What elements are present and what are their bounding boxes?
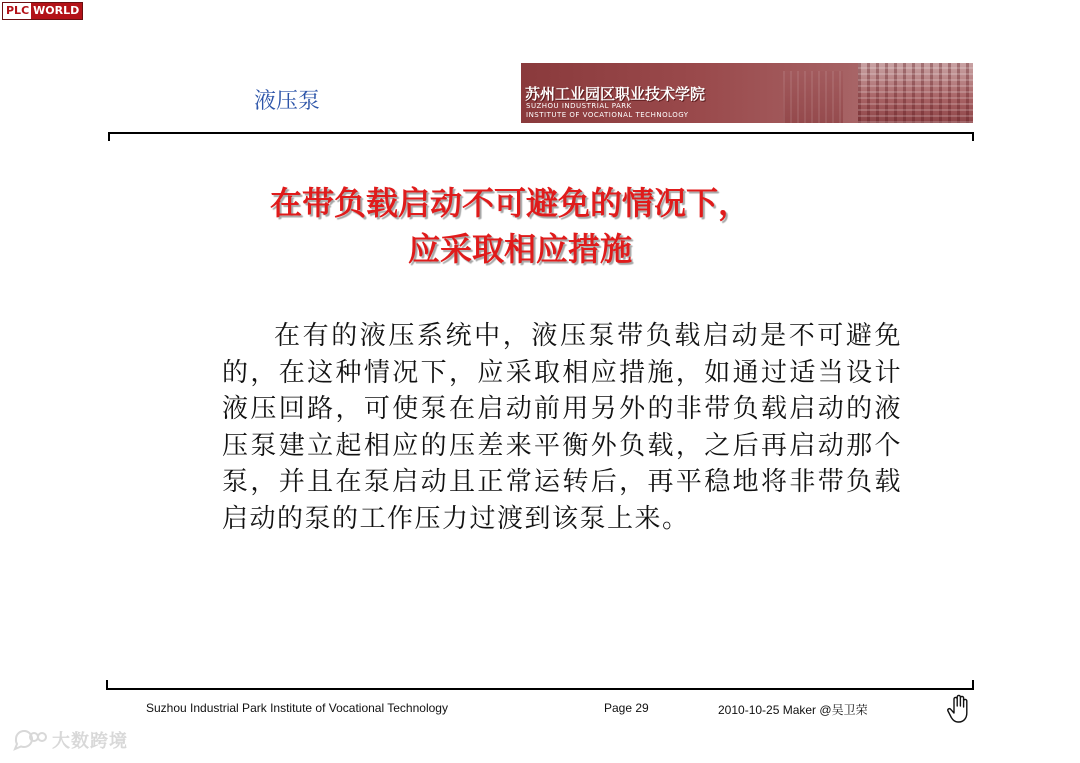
slide-heading-line1: 在带负载启动不可避免的情况下， xyxy=(269,184,750,222)
building-image xyxy=(858,63,973,123)
chat-bubble-icon xyxy=(12,729,48,751)
slide-topic: 液压泵 xyxy=(254,89,321,114)
bottom-divider-right-tick xyxy=(972,680,974,689)
footer-institution: Suzhou Industrial Park Institute of Vocational Technology xyxy=(146,701,448,715)
top-divider-left-tick xyxy=(108,132,110,141)
watermark-text: 大数跨境 xyxy=(52,731,128,752)
slide-heading-line2: 应采取相应措施 xyxy=(407,230,632,268)
slide-paragraph: 在有的液压系统中，液压泵带负载启动是不可避免的，在这种情况下，应采取相应措施，如通过适当设计液压回路，可使泵在启动前用另外的非带负载启动的液压泵建立起相应的压差来平衡外负载，之后再启动那个泵，并且在泵启动且正常运转后，再平稳地将非带负载启动的泵的工作压力过渡到该泵上来。 xyxy=(222,321,902,534)
top-divider-right-tick xyxy=(972,132,974,141)
banner-english-line1: SUZHOU INDUSTRIAL PARK xyxy=(526,102,632,110)
hand-pointer-icon[interactable] xyxy=(946,694,972,724)
institution-banner xyxy=(521,63,973,123)
logo-right-text: WORLD xyxy=(31,3,82,19)
footer-date-maker: 2010-10-25 Maker @吴卫荣 xyxy=(718,703,868,717)
plc-world-logo xyxy=(2,2,83,20)
footer-page-number: Page 29 xyxy=(604,701,649,715)
top-divider xyxy=(108,132,974,134)
bottom-divider-left-tick xyxy=(106,680,108,689)
logo-left-text: PLC xyxy=(3,3,31,19)
bottom-divider xyxy=(106,688,974,690)
banner-chinese-name: 苏州工业园区职业技术学院 xyxy=(525,85,706,103)
banner-english-line2: INSTITUTE OF VOCATIONAL TECHNOLOGY xyxy=(526,111,689,119)
watermark xyxy=(12,727,128,753)
building-image xyxy=(783,71,843,123)
